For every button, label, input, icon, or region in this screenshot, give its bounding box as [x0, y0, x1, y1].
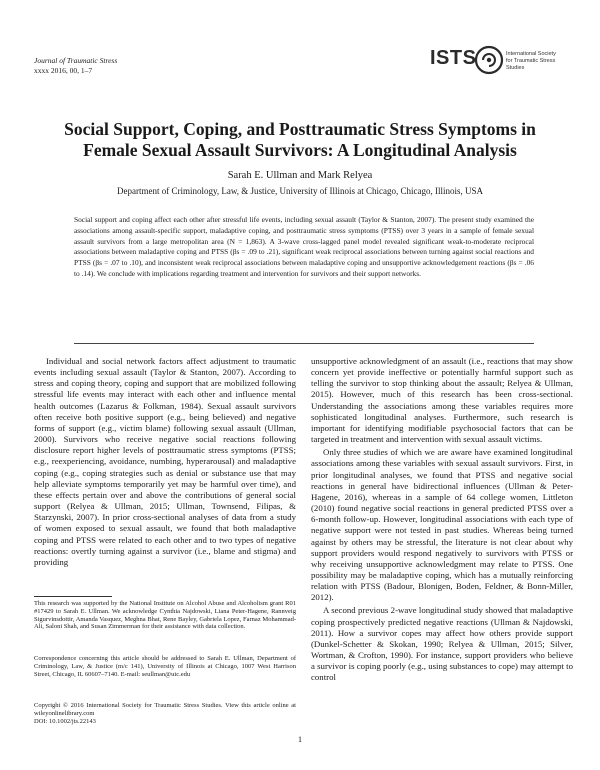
- society-line-1: International Society: [506, 51, 556, 57]
- journal-issue: xxxx 2016, 00, 1–7: [34, 65, 93, 75]
- footnote-copyright: [34, 702, 296, 725]
- paragraph: A second previous 2-wave longitudinal study showed that maladaptive coping prospectively predicted negative reactions (Ullman & Najdowski, 2011). How a survivor copes may affect how others provide support (Dunkel-Schetter & Skokan, 1990; Relyea & Ullman, 2015; Silver, Wortman, & Crofton, 1990). For instance, support providers who believe a survivor is coping poorly (e.g., using substances to cope) may attempt to control: [311, 605, 573, 683]
- journal-name: Journal of Traumatic Stress: [34, 56, 118, 65]
- page-number: 1: [297, 734, 303, 744]
- footnote-divider: [34, 596, 112, 597]
- author-affiliation: Department of Criminology, Law, & Justice, University of Illinois at Chicago, Chicago, Illinois, USA: [116, 186, 484, 196]
- body-column-right: [311, 356, 573, 684]
- article-title: Social Support, Coping, and Posttraumatic Stress Symptoms in Female Sexual Assault Survivors: A Longitudinal Analysis: [64, 119, 536, 160]
- footnote-funding: This research was supported by the National Institute on Alcohol Abuse and Alcoholism grant R01 #17429 to Sarah E. Ullman. We acknowledge Cynthia Najdowski, Liana Peter-Hagene, Rannveig Sigurvinsdottir, Amanda Vasquez, Meghna Bhat, Rene Bayley, Gabriela Lopez, Farnaz Mohammad-Ali, Saloni Shah, and Susan Zimmerman for their assistance with data collection.: [34, 600, 296, 631]
- logo-swirl-icon: [474, 45, 504, 75]
- ists-logo: [430, 45, 570, 75]
- abstract-divider: [74, 343, 534, 344]
- paragraph: Individual and social network factors affect adjustment to traumatic events including sexual assault (Taylor & Stanton, 2007). According to stress and coping theory, coping and support that are mobilized following stressful life events may interact with each other and influence mental health outcomes (Lazarus & Folkman, 1984). Sexual assault survivors often receive both positive support (e.g., being believed) and negative forms of support (e.g., victim blame) following sexual assault (Ullman, 2000). Survivors who receive negative social reactions following disclosure report higher levels of posttraumatic stress symptoms (PTSS; e.g., reexperiencing, avoidance, numbing, hyperarousal) and maladaptive coping (e.g., coping strategies such as denial or substance use that may help alleviate symptoms temporarily yet may be harmful over time), and these effects pertain over and above the contributions of general social support (Relyea & Ullman, 2015; Ullman, Townsend, Filipas, & Starzynski, 2007). In prior cross-sectional analyses of data from a study of women exposed to sexual assault, we found that both maladaptive coping and PTSS were related to each other and to two types of negative reactions: overtly turning against a survivor (i.e., blame and stigma) and providing: [34, 356, 296, 567]
- copyright-text: Copyright © 2016 International Society for Traumatic Stress Studies. View this article online at wileyonlinelibrary.com: [34, 702, 296, 717]
- paragraph: Only three studies of which we are aware have examined longitudinal associations among these variables with sexual assault survivors. First, in prior longitudinal analyses, we found that PTSS and negative social reactions in general have bidirectional influences (Ullman & Peter-Hagene, 2016), whereas in a sample of 64 college women, Littleton (2010) found negative social reactions in general predicted PTSS over a 6-month follow-up. However, longitudinal associations with each type of negative support were not tested in past studies. Whereas being turned against by others may be stressful, the literature is not clear about why support providers would respond negatively to survivors with PTSS or why receiving unsupportive acknowledgment may relate to PTSS. One possibility may be maladaptive coping, which has a mutually reinforcing relation with PTSS (Badour, Blonigen, Boden, Feldner, & Bonn-Miller, 2012).: [311, 447, 573, 603]
- paragraph: unsupportive acknowledgment of an assault (i.e., reactions that may show concern yet provide ineffective or potentially harmful support such as telling the survivor to stop thinking about the assault; Relyea & Ullman, 2015). However, much of this research has been cross-sectional. Understanding the associations among these variables requires more sophisticated longitudinal analyses. Furthermore, such research is important for identifying modifiable psychosocial factors that can be targeted in treatment and intervention with sexual assault victims.: [311, 356, 573, 445]
- society-line-2: for Traumatic Stress Studies: [506, 58, 556, 71]
- logo-text: ISTS: [430, 47, 477, 69]
- article-authors: Sarah E. Ullman and Mark Relyea: [227, 170, 373, 181]
- abstract: Social support and coping affect each other after stressful life events, including sexual assault (Taylor & Stanton, 2007). The present study examined the associations among assault-specific support, maladaptive coping, and posttraumatic stress symptoms (PTSS) over 3 years in a sample of female sexual assault survivors from a large metropolitan area (N = 1,863). A 3-wave cross-lagged panel model revealed significant weak-to-moderate reciprocal associations between maladaptive coping and PTSS (βs = .09 to .21), significant weak reciprocal associations between turning against social reactions and PTSS (βs = .07 to .10), and inconsistent weak reciprocal associations between maladaptive coping and unsupportive acknowledgement reactions (βs = .06 to .14). We conclude with implications regarding treatment and intervention for survivors and their support networks.: [74, 215, 534, 278]
- society-name: [506, 51, 570, 72]
- journal-header: [34, 56, 117, 75]
- doi: DOI: 10.1002/jts.22143: [34, 717, 96, 725]
- body-column-left: [34, 356, 296, 568]
- footnote-correspondence: Correspondence concerning this article should be addressed to Sarah E. Ullman, Department of Criminology, Law, & Justice (m/c 141), University of Illinois at Chicago, 1007 West Harrison Street, Chicago, IL 60607–7140. E-mail: seullman@uic.edu: [34, 655, 296, 678]
